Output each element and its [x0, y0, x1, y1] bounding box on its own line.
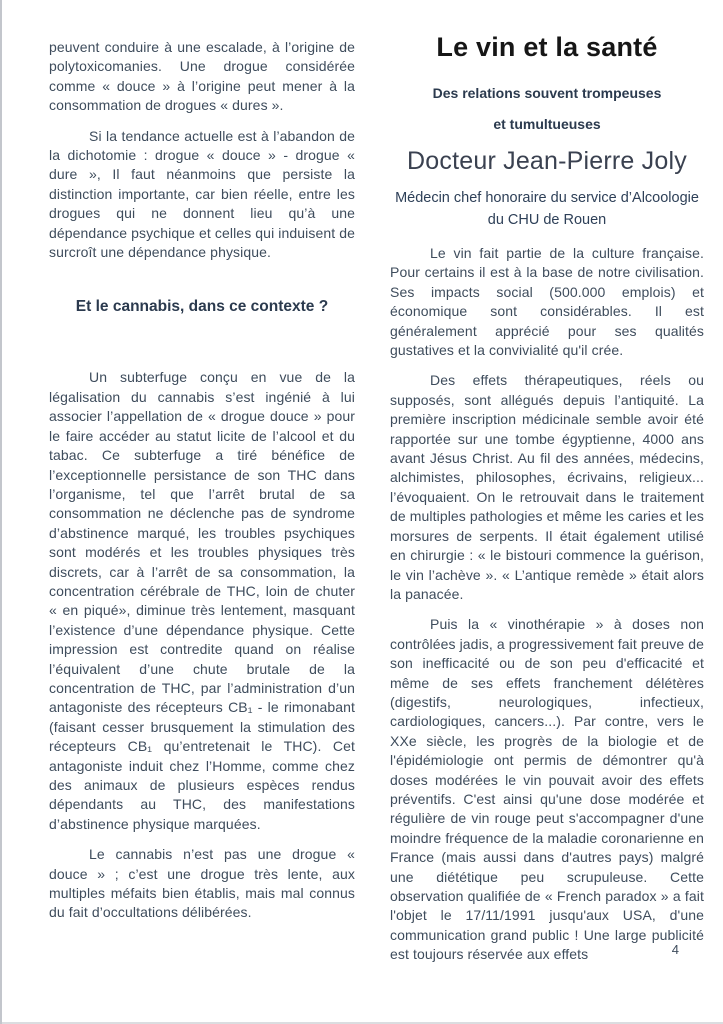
paragraph: Le cannabis n’est pas une drogue « douce » ; c’est une drogue très lente, aux multiples méfaits bien établis, mais mal connus du fait d’occultations délibérées.	[49, 846, 355, 921]
paragraph: Si la tendance actuelle est à l’abandon de la dichotomie : drogue « douce » - drogue « dure », Il faut néanmoins que persiste la distinction importante, car bien réelle, entre les drogues qui ne donnent lieu qu’à une dépendance psychique et celles qui induisent de surcroît une dépendance physique.	[49, 127, 355, 261]
paragraph-continuation: peuvent conduire à une escalade, à l’origine de polytoxicomanies. Une drogue considérée comme « douce » à l’origine peut mener à la consommation de drogues « dures ».	[49, 39, 355, 114]
left-column	[49, 38, 355, 934]
right-column	[390, 32, 704, 976]
paragraph: Puis la « vinothérapie » à doses non contrôlées jadis, a progressivement fait preuve de son inefficacité ou de son peu d'efficacité et même de ses effets franchement délétères (digestifs, neurologiques, infectieux, cardiologiques, cancers...). Par contre, vers le XXe siècle, les progrès de la biologie et de l'épidémiologie ont permis de démontrer qu'à doses modérées le vin pouvait avoir des effets préventifs. C'est ainsi qu'une dose modérée et régulière de vin rouge peut s'accompagner d'une moindre fréquence de la maladie coronarienne en France (mais aussi dans d'autres pays) malgré une diététique peu scrupuleuse. Cette observation qualifiée de « French paradox » a fait l'objet le 17/11/1991 jusqu'aux USA, d'une communication grand public ! Une large publicité est toujours réservée aux effets	[390, 616, 704, 963]
paragraph: Un subterfuge conçu en vue de la légalisation du cannabis s’est ingénié à lui associer l’appellation de « drogue douce » pour le faire accéder au statut licite de l’alcool et du tabac. Ce subterfuge a tiré bénéfice de l’exceptionnelle persistance de son THC dans l’organisme, tel que l’arrêt brutal de sa consommation ne déclenche pas de syndrome d’abstinence marqué, les troubles psychiques sont modérés et les troubles physiques très discrets, car à l’arrêt de sa consommation, la concentration cérébrale de THC, loin de chuter « en piqué», diminue très lentement, masquant l’existence d’une dépendance physique. Cette impression est contredite quand on réalise l’équivalent d’une chute brutale de la concentration de THC, par l’administration d’un antagoniste des récepteurs CB₁ - le rimonabant (faisant cesser brusquement la stimulation des récepteurs CB₁ qu’entretenait le THC). Cet antagoniste induit chez l’Homme, comme chez des animaux de plusieurs espèces rendus dépendants au THC, des manifestations d’abstinence physique marquées.	[49, 369, 355, 832]
page-number: 4	[671, 942, 679, 957]
document-subtitle-line2: et tumultueuses	[493, 116, 601, 132]
author-role-line1: Médecin chef honoraire du service d’Alcoologie	[395, 190, 699, 206]
paragraph: Le vin fait partie de la culture française. Pour certains il est à la base de notre civilisation. Ses impacts social (500.000 emplois) et économique sont considérables. Il est généralement apprécié pour ses qualités gustatives et la convivialité qu'il crée.	[390, 245, 704, 359]
paragraph: Des effets thérapeutiques, réels ou supposés, sont allégués depuis l’antiquité. La première inscription médicinale semble avoir été rapportée sur une tombe égyptienne, 4000 ans avant Jésus Christ. Au fil des années, médecins, alchimistes, philosophes, écrivains, religieux... l’évoquaient. On le retrouvait dans le traitement de multiples pathologies et même les caries et les morsures de serpents. Il était également utilisé en chirurgie : « le bistouri commence la guérison, le vin l’achève ». « L’antique remède » était alors la panacée.	[390, 372, 704, 602]
section-heading-cannabis: Et le cannabis, dans ce contexte ?	[75, 298, 329, 316]
author-role	[390, 187, 704, 231]
document-title: Le vin et la santé	[436, 32, 658, 62]
document-subtitle-line1: Des relations souvent trompeuses	[432, 85, 662, 101]
author-role-line2: du CHU de Rouen	[487, 212, 607, 228]
author-name: Docteur Jean-Pierre Joly	[407, 147, 687, 175]
